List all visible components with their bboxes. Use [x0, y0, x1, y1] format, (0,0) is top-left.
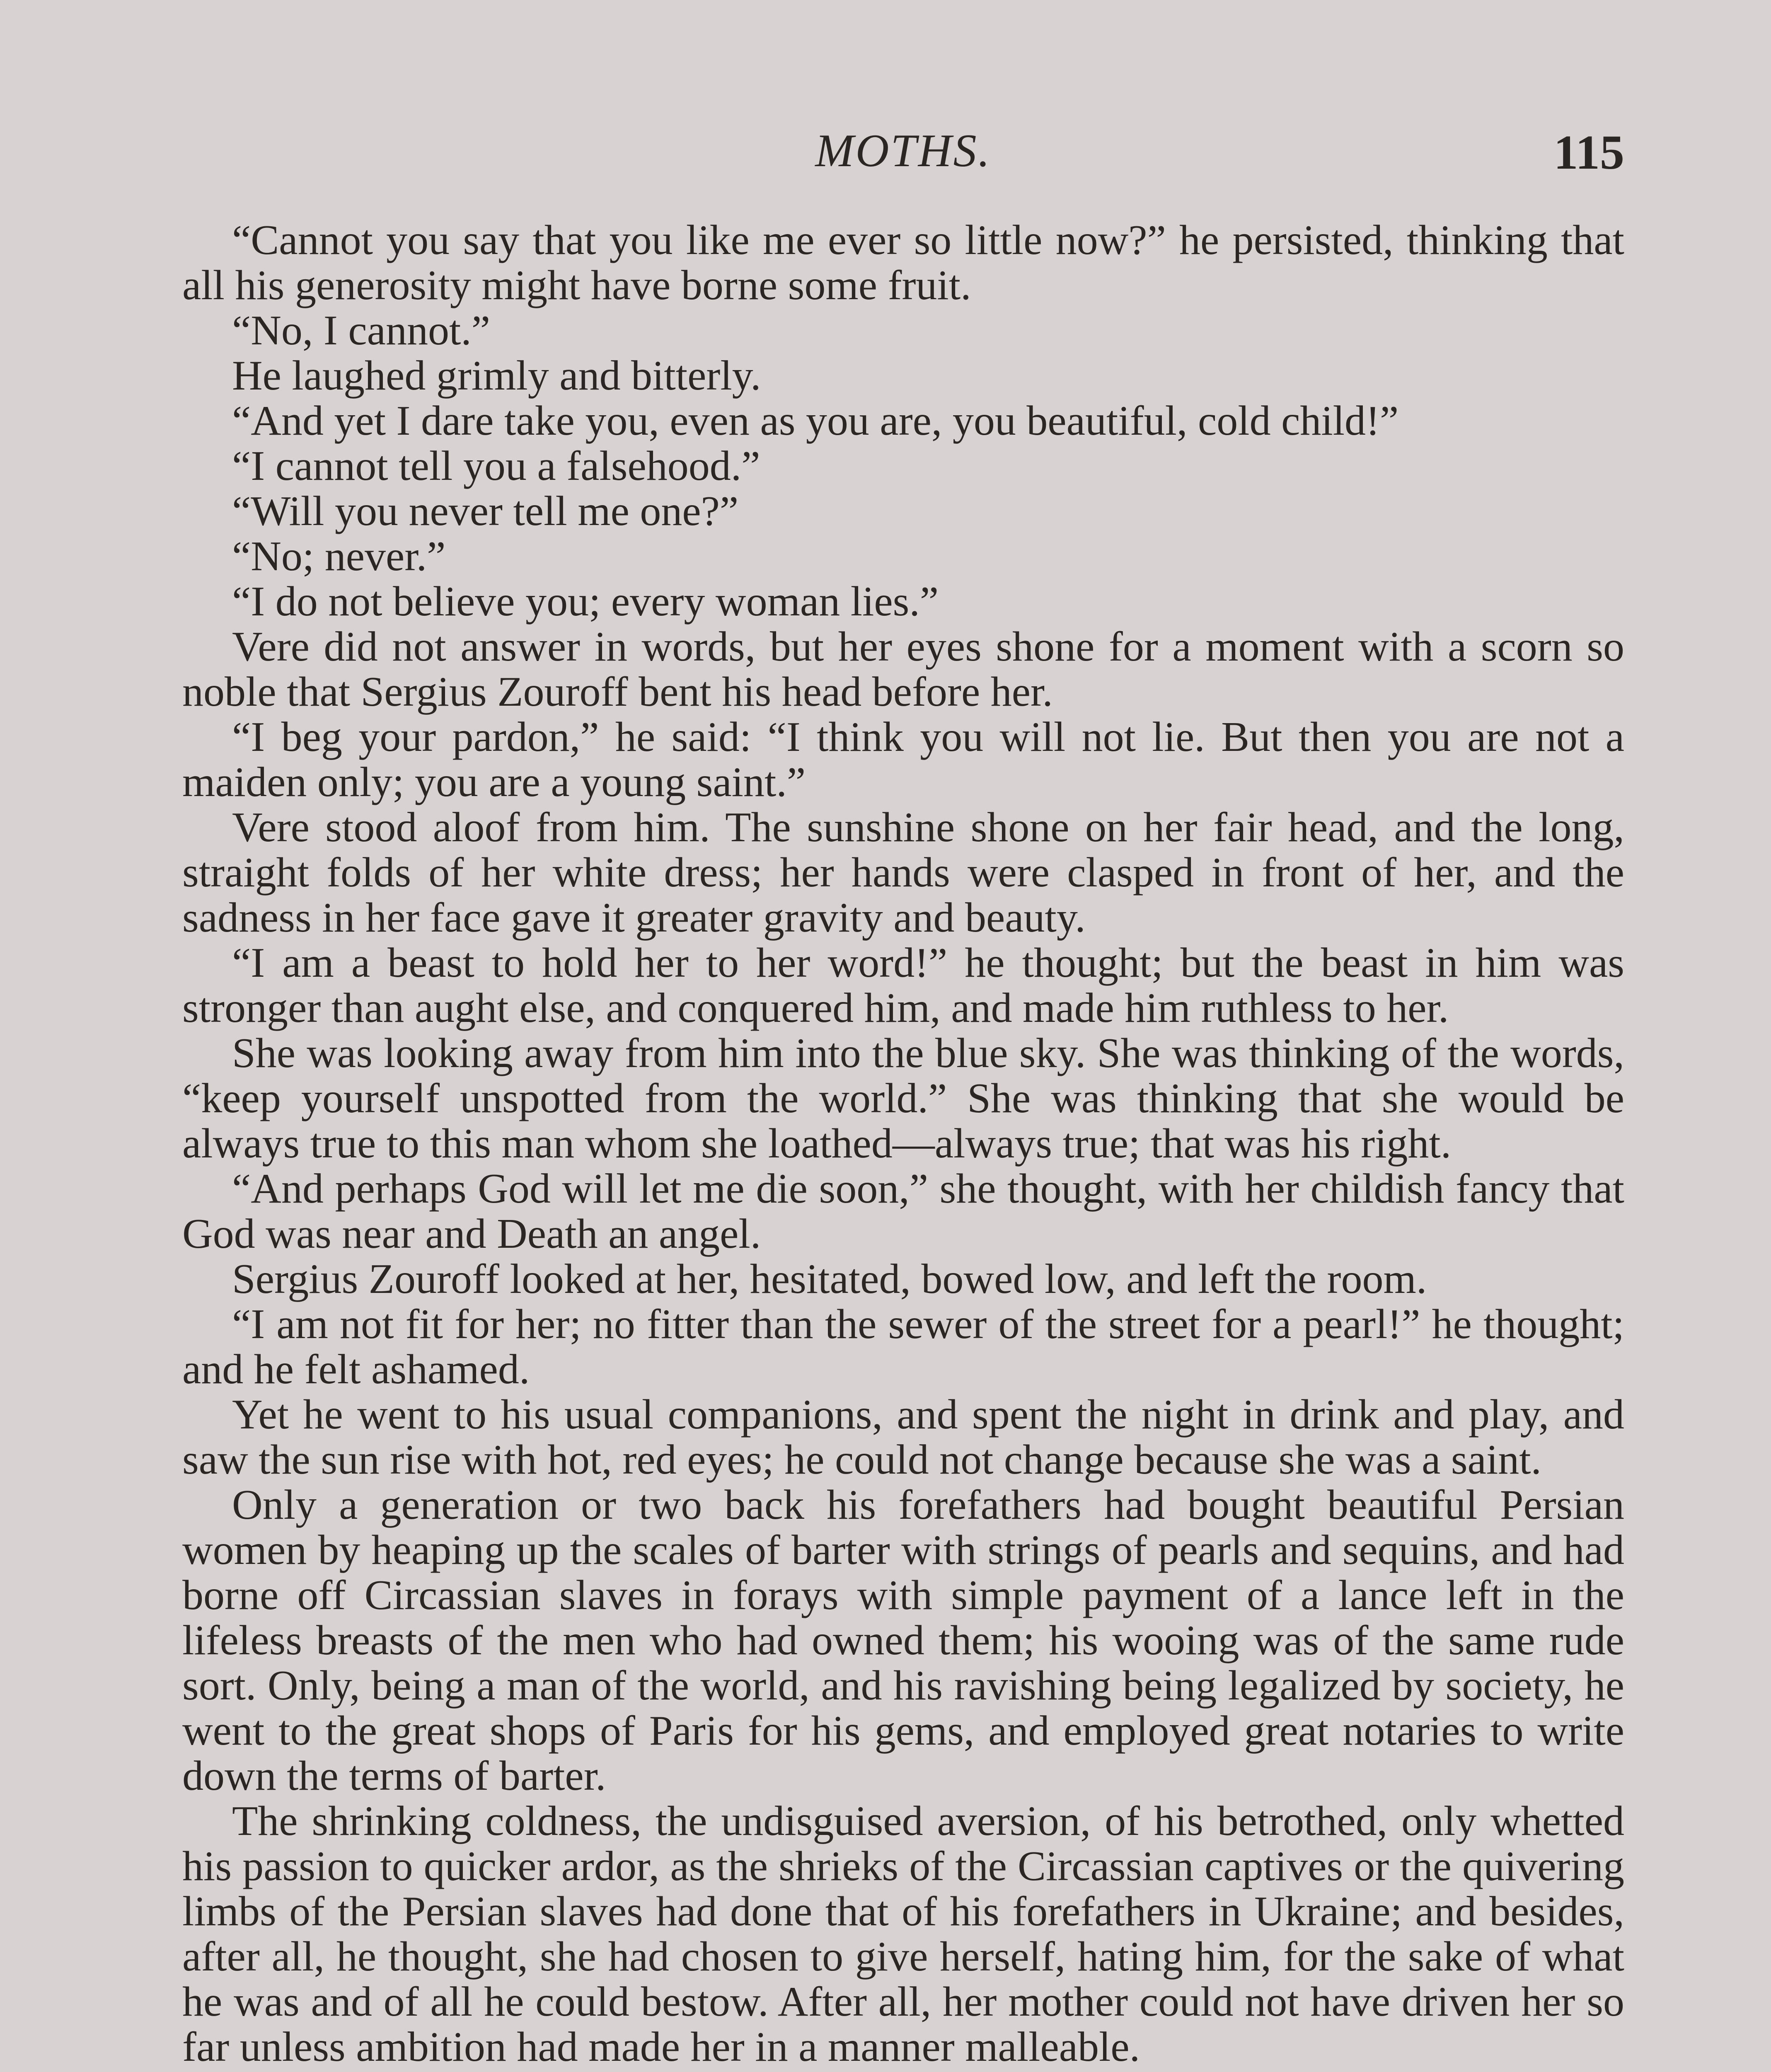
paragraph: “And perhaps God will let me die soon,” she thought, with her childish fancy that God was near and Death an angel. — [182, 1165, 1624, 1257]
page-number: 115 — [1553, 125, 1624, 179]
paragraph: Vere stood aloof from him. The sunshine shone on her fair head, and the long, straight folds of her white dress; her hands were clasped in front of her, and the sadness in her face gave it greater gravity and beauty. — [182, 804, 1624, 941]
paragraph: She was looking away from him into the blue sky. She was thinking of the words, “keep yourself unspotted from the world.” She was thinking that she would be always true to this man whom she loathed—always true; that was his right. — [182, 1030, 1624, 1167]
paragraph: Only a generation or two back his forefathers had bought beautiful Persian women by heaping up the scales of barter with strings of pearls and sequins, and had borne off Circassian slaves in forays with simple payment of a lance left in the lifeless breasts of the men who had owned them; his wooing was of the same rude sort. Only, being a man of the world, and his ravishing being legalized by society, he went to the great shops of Paris for his gems, and employed great notaries to write down the terms of barter. — [182, 1481, 1624, 1799]
paragraph: “No, I cannot.” — [232, 307, 491, 354]
paragraph: “I am not fit for her; no fitter than the sewer of the street for a pearl!” he thought; and he felt ashamed. — [182, 1301, 1624, 1393]
paragraph: “I beg your pardon,” he said: “I think you will not lie. But then you are not a maiden only; you are a young saint.” — [182, 714, 1624, 806]
paragraph: “Will you never tell me one?” — [232, 488, 739, 535]
paragraph: “No; never.” — [232, 533, 446, 580]
paragraph: Vere did not answer in words, but her eyes shone for a moment with a scorn so noble that Sergius Zouroff bent his head before her. — [182, 623, 1624, 715]
paragraph: “And yet I dare take you, even as you are, you beautiful, cold child!” — [232, 397, 1399, 444]
paragraph: “I do not believe you; every woman lies.” — [232, 578, 939, 625]
paragraph: “Cannot you say that you like me ever so little now?” he persisted, thinking that all his generosity might have borne some fruit. — [182, 217, 1624, 309]
paragraph: Sergius Zouroff looked at her, hesitated, bowed low, and left the room. — [232, 1256, 1427, 1302]
running-title: MOTHS. — [815, 125, 992, 177]
body-text — [182, 218, 1624, 2072]
paragraph: Yet he went to his usual companions, and spent the night in drink and play, and saw the sun rise with hot, red eyes; he could not change because she was a saint. — [182, 1391, 1624, 1483]
paragraph: “I cannot tell you a falsehood.” — [232, 443, 760, 489]
running-head — [182, 124, 1624, 191]
paragraph: He laughed grimly and bitterly. — [232, 352, 761, 399]
paragraph: “I am a beast to hold her to her word!” he thought; but the beast in him was stronger than aught else, and conquered him, and made him ruthless to her. — [182, 939, 1624, 1031]
paragraph: The shrinking coldness, the undisguised aversion, of his betrothed, only whetted his passion to quicker ardor, as the shrieks of the Circassian captives or the quivering limbs of the Persian slaves had done that of his forefathers in Ukraine; and besides, after all, he thought, she had chosen to give herself, hating him, for the sake of what he was and of all he could bestow. After all, her mother could not have driven her so far unless ambition had made her in a manner malleable. — [182, 1798, 1624, 2070]
